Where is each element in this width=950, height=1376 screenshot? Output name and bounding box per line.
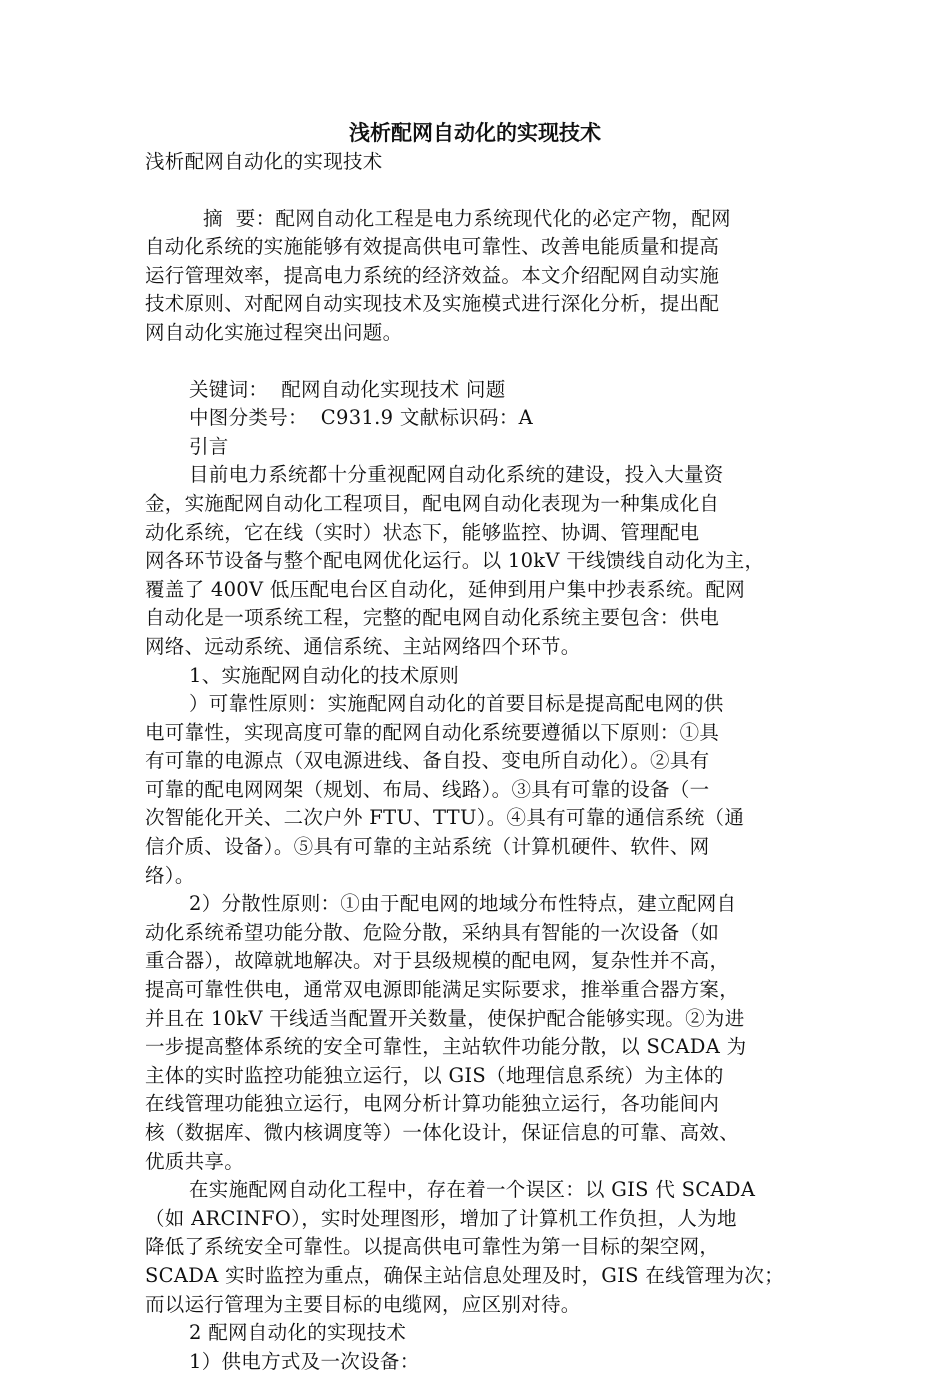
reliability-line: 次智能化开关、二次户外 FTU、TTU）。④具有可靠的通信系统（通 (145, 806, 745, 830)
intro-line: 自动化是一项系统工程，完整的配电网自动化系统主要包含：供电 (145, 606, 720, 630)
section-2-item-1: 1）供电方式及一次设备： (189, 1349, 420, 1373)
keywords: 关键词： 配网自动化实现技术 问题 (189, 377, 506, 401)
abstract (145, 205, 805, 348)
intro-heading: 引言 (189, 434, 229, 458)
dispersion-line: 核（数据库、微内核调度等）一体化设计，保证信息的可靠、高效、 (145, 1121, 740, 1144)
misconception-line: 降低了系统安全可靠性。以提高供电可靠性为第一目标的架空网， (145, 1235, 720, 1259)
abstract-line: 运行管理效率，提高电力系统的经济效益。本文介绍配网自动实施 (145, 263, 720, 287)
spacer (145, 348, 805, 376)
reliability-line: 信介质、设备）。⑤具有可靠的主站系统（计算机硬件、软件、网 (145, 835, 710, 859)
document-page (145, 118, 805, 1376)
document-subtitle: 浅析配网自动化的实现技术 (145, 150, 383, 173)
misconception-line: 而以运行管理为主要目标的电缆网，应区别对待。 (145, 1292, 581, 1316)
dispersion-line: 并且在 10kV 干线适当配置开关数量，使保护配合能够实现。②为进 (145, 1006, 745, 1030)
reliability-line: 络）。 (145, 863, 195, 887)
reliability-line: 有可靠的电源点（双电源进线、备自投、变电所自动化）。②具有 (145, 749, 710, 773)
dispersion-line: 2）分散性原则：①由于配电网的地域分布性特点，建立配网自 (189, 892, 737, 916)
misconception-line: （如 ARCINFO），实时处理图形，增加了计算机工作负担，人为地 (145, 1206, 737, 1230)
reliability-line: 可靠的配电网网架（规划、布局、线路）。③具有可靠的设备（一 (145, 777, 710, 801)
misconception-line: SCADA 实时监控为重点，确保主站信息处理及时，GIS 在线管理为次； (145, 1263, 784, 1287)
intro-line: 网络、远动系统、通信系统、主站网络四个环节。 (145, 634, 581, 658)
introduction (145, 461, 805, 661)
abstract-line: 技术原则、对配网自动实现技术及实施模式进行深化分析，提出配 (145, 292, 720, 316)
intro-line: 覆盖了 400V 低压配电台区自动化，延伸到用户集中抄表系统。配网 (145, 577, 746, 601)
document-title: 浅析配网自动化的实现技术 (349, 120, 601, 145)
dispersion-line: 一步提高整体系统的安全可靠性，主站软件功能分散，以 SCADA 为 (145, 1035, 747, 1059)
spacer (145, 177, 805, 205)
intro-line: 网各环节设备与整个配电网优化运行。以 10kV 干线馈线自动化为主， (145, 549, 765, 573)
dispersion-line: 动化系统希望功能分散、危险分散，采纳具有智能的一次设备（如 (145, 920, 720, 944)
abstract-line: 摘 要：配网自动化工程是电力系统现代化的必定产物，配网 (203, 206, 731, 230)
reliability-line: 电可靠性，实现高度可靠的配网自动化系统要遵循以下原则：①具 (145, 720, 720, 744)
classification: 中图分类号： C931.9 文献标识码：A (189, 406, 534, 430)
dispersion-line: 主体的实时监控功能独立运行，以 GIS（地理信息系统）为主体的 (145, 1063, 724, 1087)
section-1-heading: 1、实施配网自动化的技术原则 (189, 663, 460, 687)
intro-line: 动化系统，它在线（实时）状态下，能够监控、协调、管理配电 (145, 520, 700, 544)
misconception-paragraph (145, 1176, 805, 1319)
abstract-line: 自动化系统的实施能够有效提高供电可靠性、改善电能质量和提高 (145, 235, 720, 259)
dispersion-principle (145, 890, 805, 1176)
abstract-line: 网自动化实施过程突出问题。 (145, 320, 403, 344)
reliability-line: ）可靠性原则：实施配网自动化的首要目标是提高配电网的供 (189, 692, 724, 716)
dispersion-line: 提高可靠性供电，通常双电源即能满足实际要求，推举重合器方案， (145, 978, 740, 1002)
dispersion-line: 优质共享。 (145, 1149, 245, 1173)
section-2-heading: 2 配网自动化的实现技术 (189, 1321, 407, 1345)
misconception-line: 在实施配网自动化工程中，存在着一个误区：以 GIS 代 SCADA (189, 1178, 756, 1202)
intro-line: 金，实施配网自动化工程项目，配电网自动化表现为一种集成化自 (145, 491, 720, 515)
dispersion-line: 在线管理功能独立运行，电网分析计算功能独立运行，各功能间内 (145, 1092, 720, 1116)
intro-line: 目前电力系统都十分重视配网自动化系统的建设，投入大量资 (189, 463, 724, 487)
dispersion-line: 重合器），故障就地解决。对于县级规模的配电网，复杂性并不高， (145, 949, 730, 973)
reliability-principle (145, 690, 805, 890)
